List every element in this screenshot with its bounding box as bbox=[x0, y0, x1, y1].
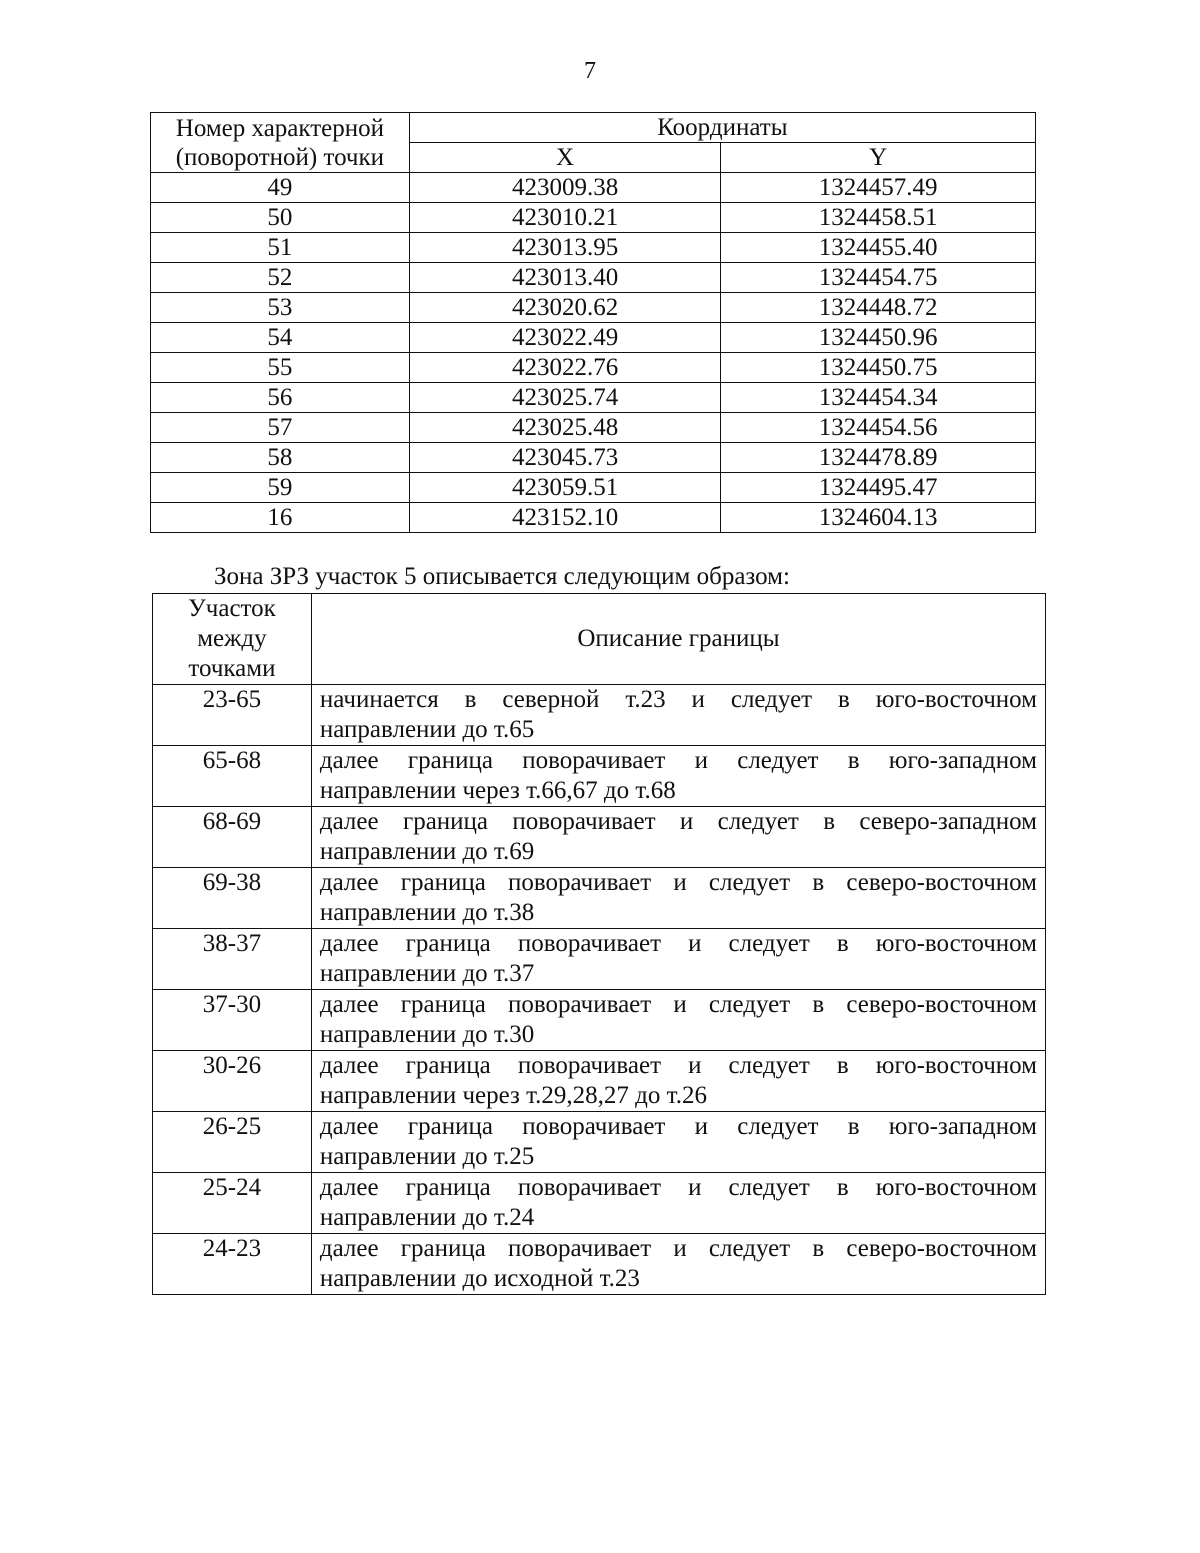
coordinates-group-header: Координаты bbox=[409, 113, 1035, 143]
point-number-cell: 50 bbox=[151, 203, 410, 233]
table-row bbox=[151, 263, 1036, 293]
table-row bbox=[153, 868, 1046, 929]
x-coordinate-cell: 423059.51 bbox=[409, 473, 721, 503]
table-row bbox=[153, 990, 1046, 1051]
description-cell: далее граница поворачивает и следует в юго-восточном направлении до т.24 bbox=[311, 1173, 1045, 1234]
segment-cell: 69-38 bbox=[153, 868, 312, 929]
point-number-cell: 57 bbox=[151, 413, 410, 443]
description-cell: далее граница поворачивает и следует в северо-западном направлении до т.69 bbox=[311, 807, 1045, 868]
boundary-header-row bbox=[153, 594, 1046, 685]
x-coordinate-cell: 423152.10 bbox=[409, 503, 721, 533]
point-number-cell: 56 bbox=[151, 383, 410, 413]
x-coordinate-cell: 423025.74 bbox=[409, 383, 721, 413]
y-coordinate-cell: 1324448.72 bbox=[721, 293, 1036, 323]
point-number-cell: 53 bbox=[151, 293, 410, 323]
page-number: 7 bbox=[584, 58, 596, 84]
description-cell: далее граница поворачивает и следует в северо-восточном направлении до исходной т.23 bbox=[311, 1234, 1045, 1295]
table-row bbox=[151, 173, 1036, 203]
table-row bbox=[151, 473, 1036, 503]
x-column-header: X bbox=[409, 143, 721, 173]
y-coordinate-cell: 1324604.13 bbox=[721, 503, 1036, 533]
segment-cell: 26-25 bbox=[153, 1112, 312, 1173]
description-cell: далее граница поворачивает и следует в северо-восточном направлении до т.30 bbox=[311, 990, 1045, 1051]
x-coordinate-cell: 423025.48 bbox=[409, 413, 721, 443]
segment-cell: 23-65 bbox=[153, 685, 312, 746]
y-coordinate-cell: 1324455.40 bbox=[721, 233, 1036, 263]
point-number-cell: 52 bbox=[151, 263, 410, 293]
boundary-body bbox=[153, 685, 1046, 1295]
table-row bbox=[151, 233, 1036, 263]
boundary-description-table bbox=[152, 593, 1046, 1295]
y-coordinate-cell: 1324478.89 bbox=[721, 443, 1036, 473]
y-coordinate-cell: 1324458.51 bbox=[721, 203, 1036, 233]
segment-cell: 38-37 bbox=[153, 929, 312, 990]
y-coordinate-cell: 1324454.34 bbox=[721, 383, 1036, 413]
table-row bbox=[153, 1051, 1046, 1112]
y-coordinate-cell: 1324454.56 bbox=[721, 413, 1036, 443]
coordinates-table bbox=[150, 112, 1036, 533]
x-coordinate-cell: 423020.62 bbox=[409, 293, 721, 323]
point-number-cell: 58 bbox=[151, 443, 410, 473]
segment-cell: 37-30 bbox=[153, 990, 312, 1051]
zone-caption: Зона ЗРЗ участок 5 описывается следующим образом: bbox=[214, 563, 790, 590]
table-row bbox=[151, 383, 1036, 413]
point-number-cell: 54 bbox=[151, 323, 410, 353]
point-number-cell: 55 bbox=[151, 353, 410, 383]
description-cell: далее граница поворачивает и следует в юго-восточном направлении через т.29,28,27 до т.26 bbox=[311, 1051, 1045, 1112]
segment-cell: 68-69 bbox=[153, 807, 312, 868]
y-coordinate-cell: 1324450.96 bbox=[721, 323, 1036, 353]
y-coordinate-cell: 1324495.47 bbox=[721, 473, 1036, 503]
table-row bbox=[151, 503, 1036, 533]
segment-cell: 65-68 bbox=[153, 746, 312, 807]
table-row bbox=[153, 1234, 1046, 1295]
table-row bbox=[151, 293, 1036, 323]
point-number-cell: 51 bbox=[151, 233, 410, 263]
table-row bbox=[153, 1112, 1046, 1173]
point-number-header: Номер характерной (поворотной) точки bbox=[151, 113, 410, 173]
table-row bbox=[153, 746, 1046, 807]
segment-cell: 25-24 bbox=[153, 1173, 312, 1234]
coordinates-body bbox=[151, 173, 1036, 533]
y-coordinate-cell: 1324450.75 bbox=[721, 353, 1036, 383]
description-cell: далее граница поворачивает и следует в юго-восточном направлении до т.37 bbox=[311, 929, 1045, 990]
point-number-cell: 59 bbox=[151, 473, 410, 503]
table-row bbox=[151, 323, 1036, 353]
description-cell: далее граница поворачивает и следует в северо-восточном направлении до т.38 bbox=[311, 868, 1045, 929]
point-number-cell: 16 bbox=[151, 503, 410, 533]
table-row bbox=[153, 807, 1046, 868]
x-coordinate-cell: 423013.40 bbox=[409, 263, 721, 293]
description-column-header: Описание границы bbox=[311, 594, 1045, 685]
x-coordinate-cell: 423010.21 bbox=[409, 203, 721, 233]
table-row bbox=[151, 203, 1036, 233]
description-cell: далее граница поворачивает и следует в юго-западном направлении до т.25 bbox=[311, 1112, 1045, 1173]
table-row bbox=[153, 685, 1046, 746]
x-coordinate-cell: 423013.95 bbox=[409, 233, 721, 263]
table-row bbox=[151, 443, 1036, 473]
description-cell: начинается в северной т.23 и следует в юго-восточном направлении до т.65 bbox=[311, 685, 1045, 746]
coordinates-header-row bbox=[151, 113, 1036, 143]
y-coordinate-cell: 1324454.75 bbox=[721, 263, 1036, 293]
point-number-cell: 49 bbox=[151, 173, 410, 203]
x-coordinate-cell: 423009.38 bbox=[409, 173, 721, 203]
x-coordinate-cell: 423022.76 bbox=[409, 353, 721, 383]
table-row bbox=[153, 929, 1046, 990]
x-coordinate-cell: 423045.73 bbox=[409, 443, 721, 473]
segment-cell: 30-26 bbox=[153, 1051, 312, 1112]
x-coordinate-cell: 423022.49 bbox=[409, 323, 721, 353]
y-coordinate-cell: 1324457.49 bbox=[721, 173, 1036, 203]
description-cell: далее граница поворачивает и следует в юго-западном направлении через т.66,67 до т.68 bbox=[311, 746, 1045, 807]
table-row bbox=[151, 413, 1036, 443]
table-row bbox=[151, 353, 1036, 383]
table-row bbox=[153, 1173, 1046, 1234]
y-column-header: Y bbox=[721, 143, 1036, 173]
segment-column-header: Участок между точками bbox=[153, 594, 312, 685]
segment-cell: 24-23 bbox=[153, 1234, 312, 1295]
